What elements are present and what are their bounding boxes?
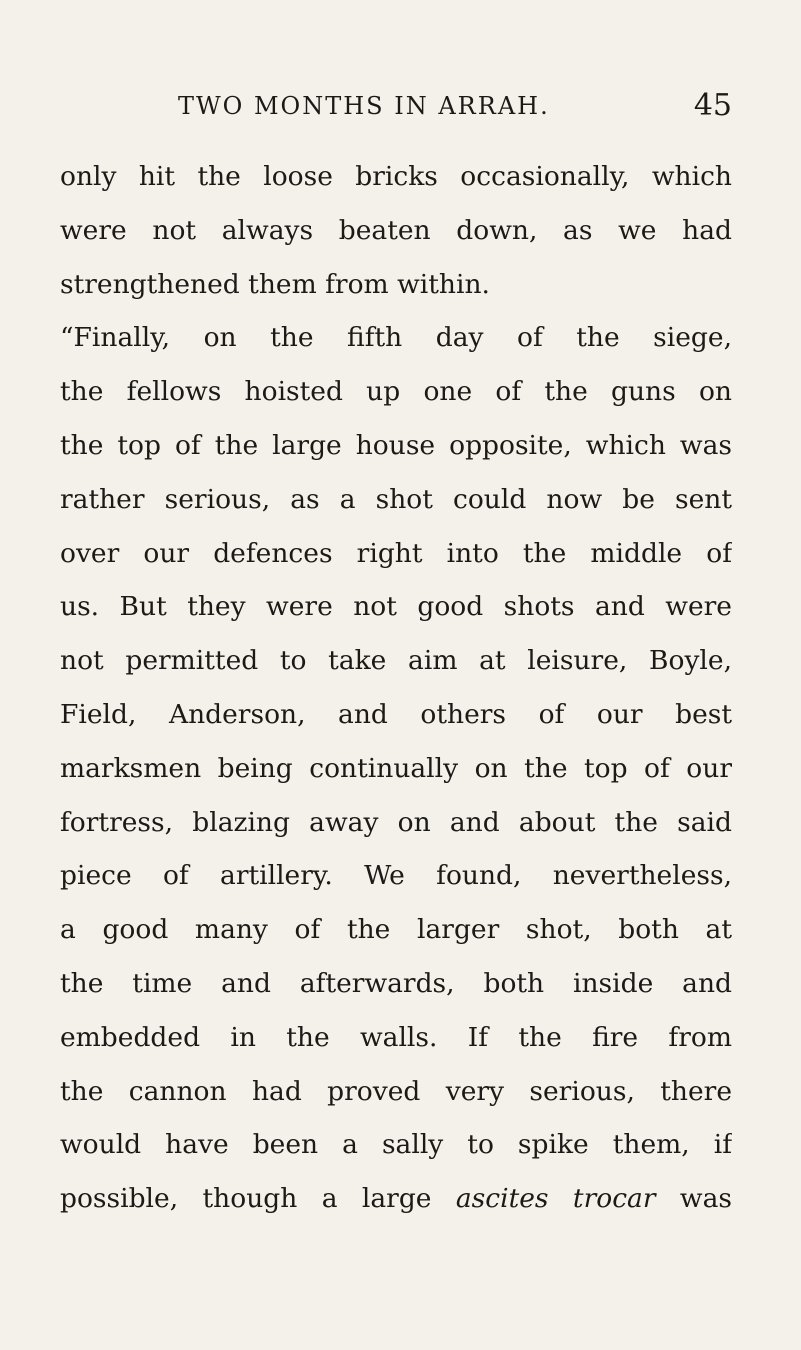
text-line: the cannon had proved very serious, there: [60, 1075, 732, 1107]
text-line: strengthened them from within.: [60, 268, 490, 300]
text-line: piece of artillery. We found, nevertheless,: [60, 860, 732, 892]
text-line: only hit the loose bricks occasionally, which: [60, 161, 732, 192]
text-line: were not always beaten down, as we had: [60, 214, 732, 246]
italic-term: ascites trocar: [455, 1183, 656, 1215]
body-text: [60, 150, 732, 1226]
text-line: fortress, blazing away on and about the said: [60, 806, 732, 838]
page-number: 45: [693, 88, 732, 123]
text-line: the time and afterwards, both inside and: [60, 967, 732, 999]
text-line: Field, Anderson, and others of our best: [60, 698, 732, 730]
text-line: the fellows hoisted up one of the guns on: [60, 376, 732, 408]
text-line: marksmen being continually on the top of our: [60, 752, 732, 784]
text-line: the top of the large house opposite, which was: [60, 429, 732, 461]
running-head: [60, 88, 732, 132]
running-title: TWO MONTHS IN ARRAH.: [178, 92, 550, 120]
text-line: would have been a sally to spike them, if: [60, 1129, 732, 1161]
text-line: rather serious, as a shot could now be sent: [60, 483, 732, 515]
text-line-paragraph-start: “Finally, on the fifth day of the siege,: [60, 322, 732, 354]
text-line: not permitted to take aim at leisure, Boyle,: [60, 645, 732, 677]
text-line: embedded in the walls. If the fire from: [60, 1021, 732, 1053]
text-fragment: was: [655, 1183, 732, 1215]
text-fragment: possible, though a large: [60, 1183, 456, 1215]
text-line-final: [60, 1172, 732, 1226]
text-line: a good many of the larger shot, both at: [60, 914, 732, 946]
text-line: us. But they were not good shots and were: [60, 591, 732, 623]
text-line: over our defences right into the middle of: [60, 537, 732, 569]
